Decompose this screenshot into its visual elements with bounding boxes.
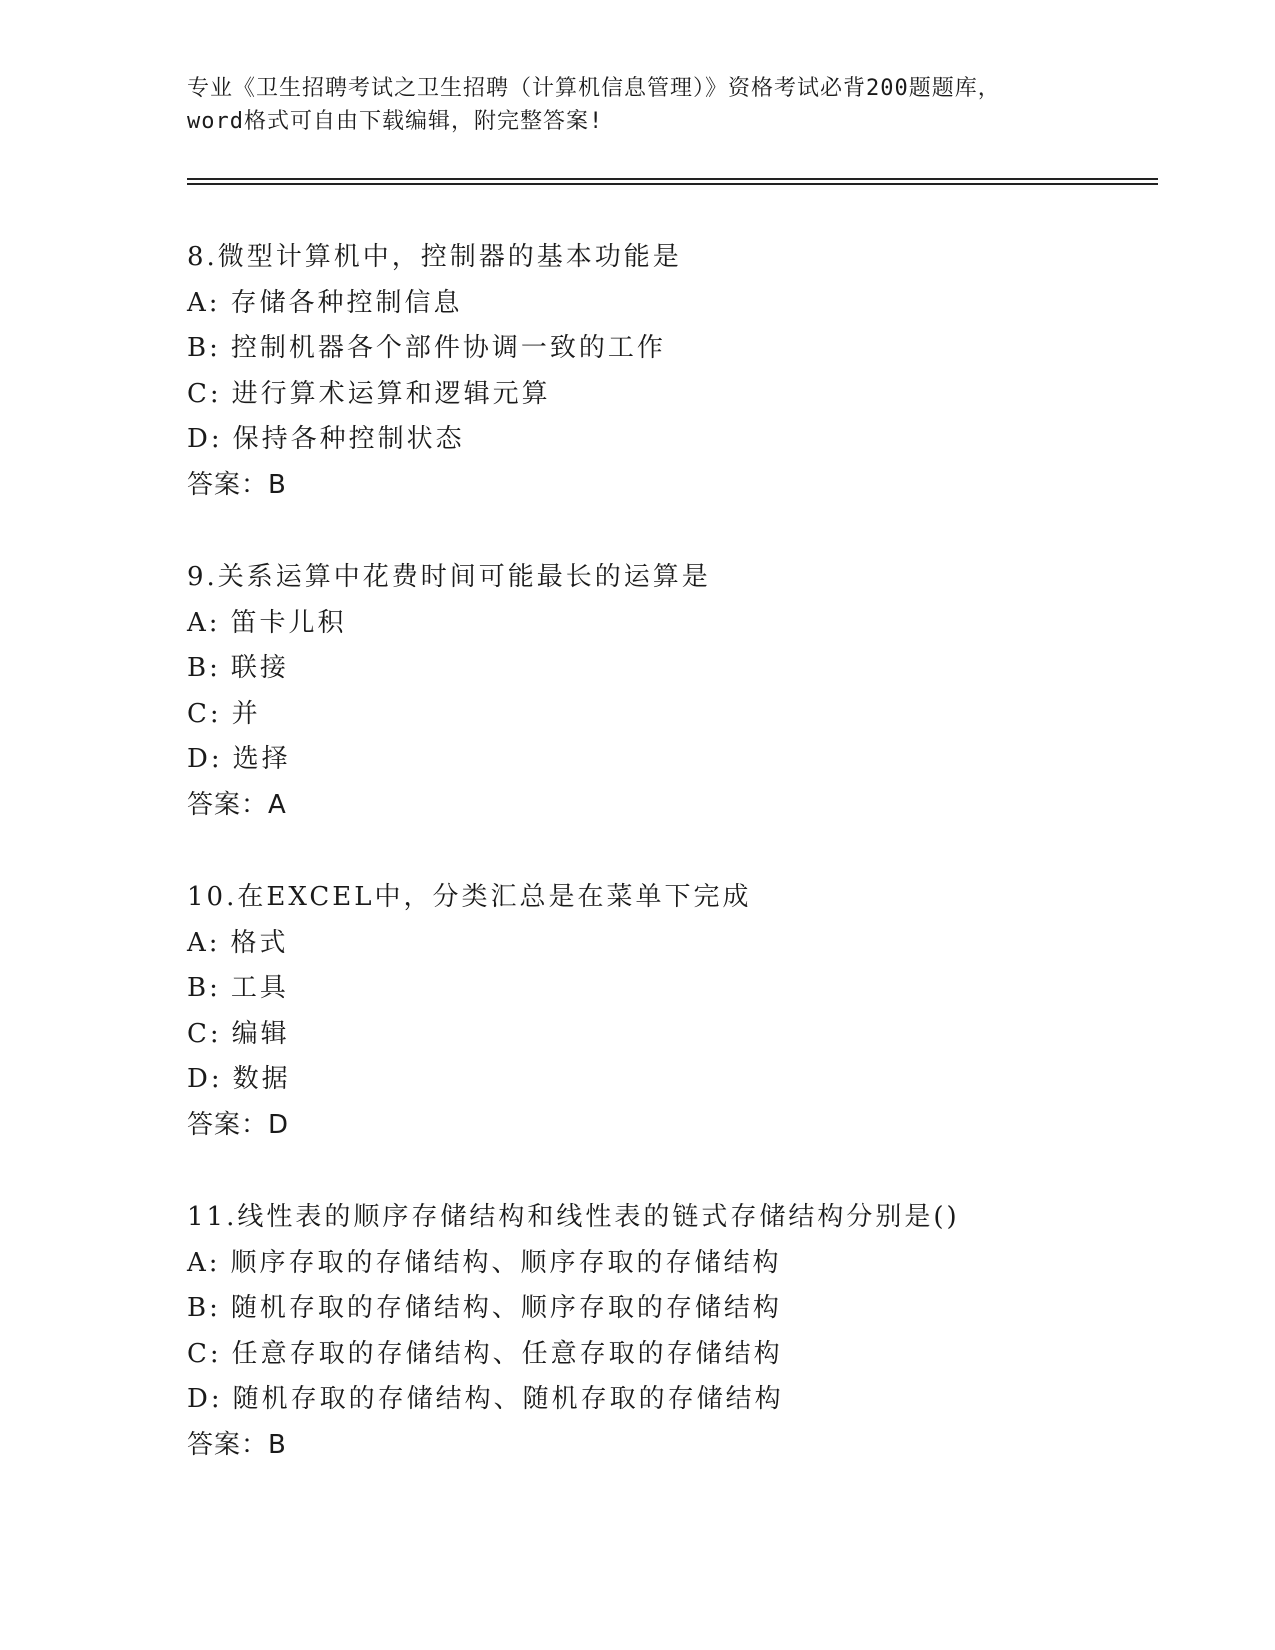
- option-a: [187, 281, 1167, 327]
- question-stem: 11.线性表的顺序存储结构和线性表的链式存储结构分别是(): [187, 1202, 960, 1232]
- option-text: 并: [231, 698, 261, 729]
- option-b: [187, 966, 1167, 1012]
- option-d: [187, 417, 1167, 463]
- option-text: 保持各种控制状态: [232, 424, 465, 455]
- answer-label: 答案：A: [187, 789, 287, 820]
- option-c: [187, 692, 1167, 738]
- option-text: 联接: [230, 653, 289, 684]
- option-text: 选择: [232, 744, 291, 775]
- option-text: 编辑: [231, 1018, 290, 1049]
- option-c: [187, 1012, 1167, 1058]
- option-key: B:: [187, 973, 221, 1004]
- option-c: [187, 372, 1167, 418]
- option-b: [187, 646, 1167, 692]
- option-c: [187, 1332, 1167, 1378]
- header-line-1: 专业《卫生招聘考试之卫生招聘（计算机信息管理）》资格考试必背200题题库，: [187, 76, 1001, 101]
- question-stem: 8.微型计算机中，控制器的基本功能是: [187, 242, 682, 272]
- answer-label: 答案：B: [187, 469, 287, 500]
- option-key: D:: [187, 1384, 223, 1415]
- option-b: [187, 326, 1167, 372]
- option-key: A:: [187, 927, 221, 958]
- option-key: D:: [187, 744, 223, 775]
- option-key: A:: [187, 287, 221, 318]
- option-text: 进行算术运算和逻辑元算: [231, 378, 551, 409]
- question-stem: 9.关系运算中花费时间可能最长的运算是: [187, 562, 711, 592]
- option-key: C:: [187, 1018, 222, 1049]
- option-key: D:: [187, 1064, 223, 1095]
- option-a: [187, 601, 1167, 647]
- option-key: C:: [187, 1338, 222, 1369]
- answer-label: 答案：D: [187, 1109, 290, 1140]
- question-8: [187, 235, 1167, 555]
- option-text: 工具: [230, 973, 289, 1004]
- option-key: D:: [187, 424, 223, 455]
- option-text: 顺序存取的存储结构、顺序存取的存储结构: [230, 1247, 782, 1278]
- option-text: 随机存取的存储结构、随机存取的存储结构: [232, 1384, 784, 1415]
- answer-label: 答案：B: [187, 1429, 287, 1460]
- option-text: 笛卡儿积: [230, 607, 347, 638]
- question-stem: 10.在EXCEL中，分类汇总是在菜单下完成: [187, 882, 752, 912]
- option-text: 任意存取的存储结构、任意存取的存储结构: [231, 1338, 783, 1369]
- header-divider-bottom: [187, 183, 1158, 185]
- option-key: B:: [187, 1293, 221, 1324]
- header-line-2: word格式可自由下载编辑，附完整答案!: [187, 109, 604, 134]
- question-10: [187, 875, 1167, 1195]
- option-b: [187, 1286, 1167, 1332]
- option-d: [187, 737, 1167, 783]
- option-text: 控制机器各个部件协调一致的工作: [230, 333, 666, 364]
- option-d: [187, 1377, 1167, 1423]
- option-a: [187, 921, 1167, 967]
- option-key: A:: [187, 1247, 221, 1278]
- option-text: 格式: [230, 927, 289, 958]
- option-text: 随机存取的存储结构、顺序存取的存储结构: [230, 1293, 782, 1324]
- option-text: 数据: [232, 1064, 291, 1095]
- question-11: [187, 1195, 1167, 1515]
- option-key: A:: [187, 607, 221, 638]
- option-text: 存储各种控制信息: [230, 287, 463, 318]
- option-key: C:: [187, 698, 222, 729]
- option-key: C:: [187, 378, 222, 409]
- document-header: [187, 72, 1087, 138]
- option-d: [187, 1057, 1167, 1103]
- header-divider-top: [187, 178, 1158, 180]
- question-list: [187, 235, 1167, 1515]
- option-a: [187, 1241, 1167, 1287]
- option-key: B:: [187, 333, 221, 364]
- question-9: [187, 555, 1167, 875]
- option-key: B:: [187, 653, 221, 684]
